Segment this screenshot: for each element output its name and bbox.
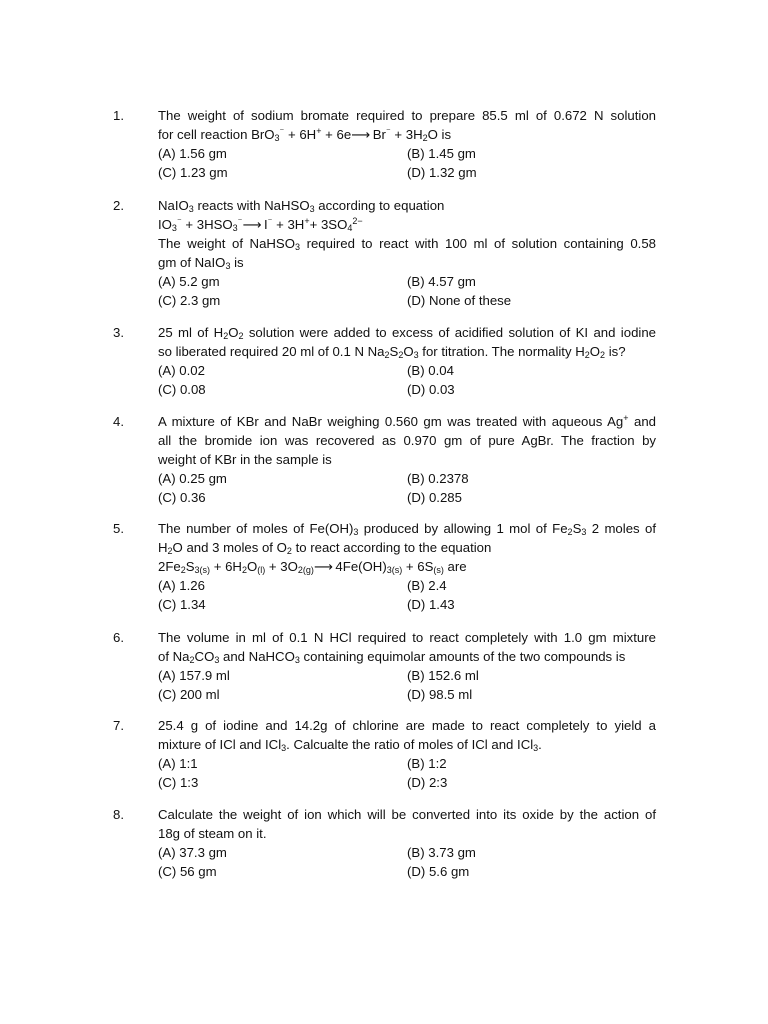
question-text-line: $IO_3^{^-}$ + $3HSO_3^{^-}⟶$ $I^{^-} + 3H^++ 3SO_4^{2-}$ (158, 216, 363, 233)
option-c[interactable]: (C) 1:3 (158, 775, 199, 790)
option-c[interactable]: (C) 56 gm (158, 864, 217, 879)
question-text-line: so liberated required 20 ml of 0.1 N $Na_2S_2O_3$ for titration. The normality $H_2O_2$ is? (158, 344, 626, 360)
question-body (158, 716, 656, 792)
option-a[interactable]: (A) 157.9 ml (158, 668, 230, 683)
reaction-arrow-icon: ⟶ (351, 127, 370, 142)
question-number: 2. (113, 198, 124, 213)
question-number: 1. (113, 108, 124, 123)
option-d[interactable]: (D) 1.32 gm (407, 165, 477, 180)
answer-options (158, 272, 656, 310)
question-body (158, 805, 656, 881)
question-body (158, 519, 656, 614)
option-a[interactable]: (A) 0.02 (158, 363, 205, 378)
question-text-line: The weight of sodium bromate required to prepare 85.5 ml of 0.672 N solution (158, 108, 656, 123)
question-text-line: of $Na_2CO_3$ and NaHCO$_3$ containing equimolar amounts of the two compounds is (158, 649, 626, 665)
question-text-line: Calculate the weight of ion which will be converted into its oxide by the action of (158, 807, 656, 822)
option-d[interactable]: (D) 1.43 (407, 597, 455, 612)
option-b[interactable]: (B) 2.4 (407, 578, 447, 593)
question-number: 3. (113, 325, 124, 340)
option-d[interactable]: (D) 98.5 ml (407, 687, 473, 702)
option-a[interactable]: (A) 1:1 (158, 756, 198, 771)
question-number: 5. (113, 521, 124, 536)
question-text-line: all the bromide ion was recovered as 0.970 gm of pure AgBr. The fraction by (158, 433, 656, 448)
option-b[interactable]: (B) 152.6 ml (407, 668, 479, 683)
option-b[interactable]: (B) 1:2 (407, 756, 447, 771)
option-d[interactable]: (D) 0.03 (407, 382, 455, 397)
reaction-arrow-icon: ⟶ (313, 559, 332, 574)
option-c[interactable]: (C) 1.23 gm (158, 165, 228, 180)
answer-options (158, 469, 656, 507)
question-text-line: A mixture of KBr and NaBr weighing 0.560 gm was treated with aqueous Ag+ and (158, 413, 656, 429)
answer-options (158, 144, 656, 182)
option-d[interactable]: (D) None of these (407, 293, 512, 308)
option-b[interactable]: (B) 0.2378 (407, 471, 469, 486)
question-text-line: 18g of steam on it. (158, 826, 267, 841)
option-a[interactable]: (A) 1.56 gm (158, 146, 227, 161)
question-text-line: $2Fe_2S_{3(s)} + 6H_2O_{(l)}$ + $3O_{2(g)}⟶$ $4Fe(OH)_{3(s)} + 6S_{(s)}$ are (158, 559, 467, 575)
option-a[interactable]: (A) 1.26 (158, 578, 205, 593)
question-body (158, 106, 656, 182)
option-b[interactable]: (B) 0.04 (407, 363, 454, 378)
option-c[interactable]: (C) 200 ml (158, 687, 220, 702)
question-text-line: The weight of NaHSO$_3$ required to react with 100 ml of solution containing 0.58 (158, 236, 656, 252)
option-c[interactable]: (C) 0.08 (158, 382, 206, 397)
question-body (158, 323, 656, 399)
answer-options (158, 361, 656, 399)
question-text-line: The volume in ml of 0.1 N HCl required to react completely with 1.0 gm mixture (158, 630, 656, 645)
option-b[interactable]: (B) 1.45 gm (407, 146, 476, 161)
question-text-line: 25.4 g of iodine and 14.2g of chlorine are made to react completely to yield a (158, 718, 656, 733)
answer-options (158, 576, 656, 614)
question-text-line: NaIO$_3$ reacts with NaHSO$_3$ according to equation (158, 198, 445, 214)
question-body (158, 628, 656, 704)
question-text-line: mixture of ICl and ICl$_3$. Calcualte the ratio of moles of ICl and ICl$_3$. (158, 737, 542, 753)
question-body (158, 196, 656, 310)
option-c[interactable]: (C) 1.34 (158, 597, 206, 612)
option-d[interactable]: (D) 5.6 gm (407, 864, 470, 879)
question-text-line: 25 ml of $H_2O_2$ solution were added to excess of acidified solution of KI and iodine (158, 325, 656, 341)
reaction-arrow-icon: ⟶ (242, 217, 261, 232)
answer-options (158, 666, 656, 704)
question-text-line: The number of moles of $Fe(OH)_3$ produced by allowing 1 mol of $Fe_2S_3$ 2 moles of (158, 521, 656, 537)
answer-options (158, 843, 656, 881)
question-text-line: weight of KBr in the sample is (158, 452, 332, 467)
question-text-line: $H_2O$ and 3 moles of $O_2$ to react according to the equation (158, 540, 492, 556)
answer-options (158, 754, 656, 792)
question-text-line: gm of NaIO$_3$ is (158, 255, 244, 271)
option-d[interactable]: (D) 0.285 (407, 490, 462, 505)
question-number: 7. (113, 718, 124, 733)
question-number: 4. (113, 414, 124, 429)
option-c[interactable]: (C) 0.36 (158, 490, 206, 505)
question-text-line: for cell reaction BrO$_3$⁻ + 6H+ + 6e⟶ $Br^{^-} + 3H_2O$ is (158, 126, 452, 143)
option-a[interactable]: (A) 37.3 gm (158, 845, 227, 860)
option-a[interactable]: (A) 5.2 gm (158, 274, 220, 289)
option-d[interactable]: (D) 2:3 (407, 775, 448, 790)
question-number: 8. (113, 807, 124, 822)
option-a[interactable]: (A) 0.25 gm (158, 471, 227, 486)
question-body (158, 412, 656, 507)
option-c[interactable]: (C) 2.3 gm (158, 293, 221, 308)
option-b[interactable]: (B) 3.73 gm (407, 845, 476, 860)
question-number: 6. (113, 630, 124, 645)
option-b[interactable]: (B) 4.57 gm (407, 274, 476, 289)
